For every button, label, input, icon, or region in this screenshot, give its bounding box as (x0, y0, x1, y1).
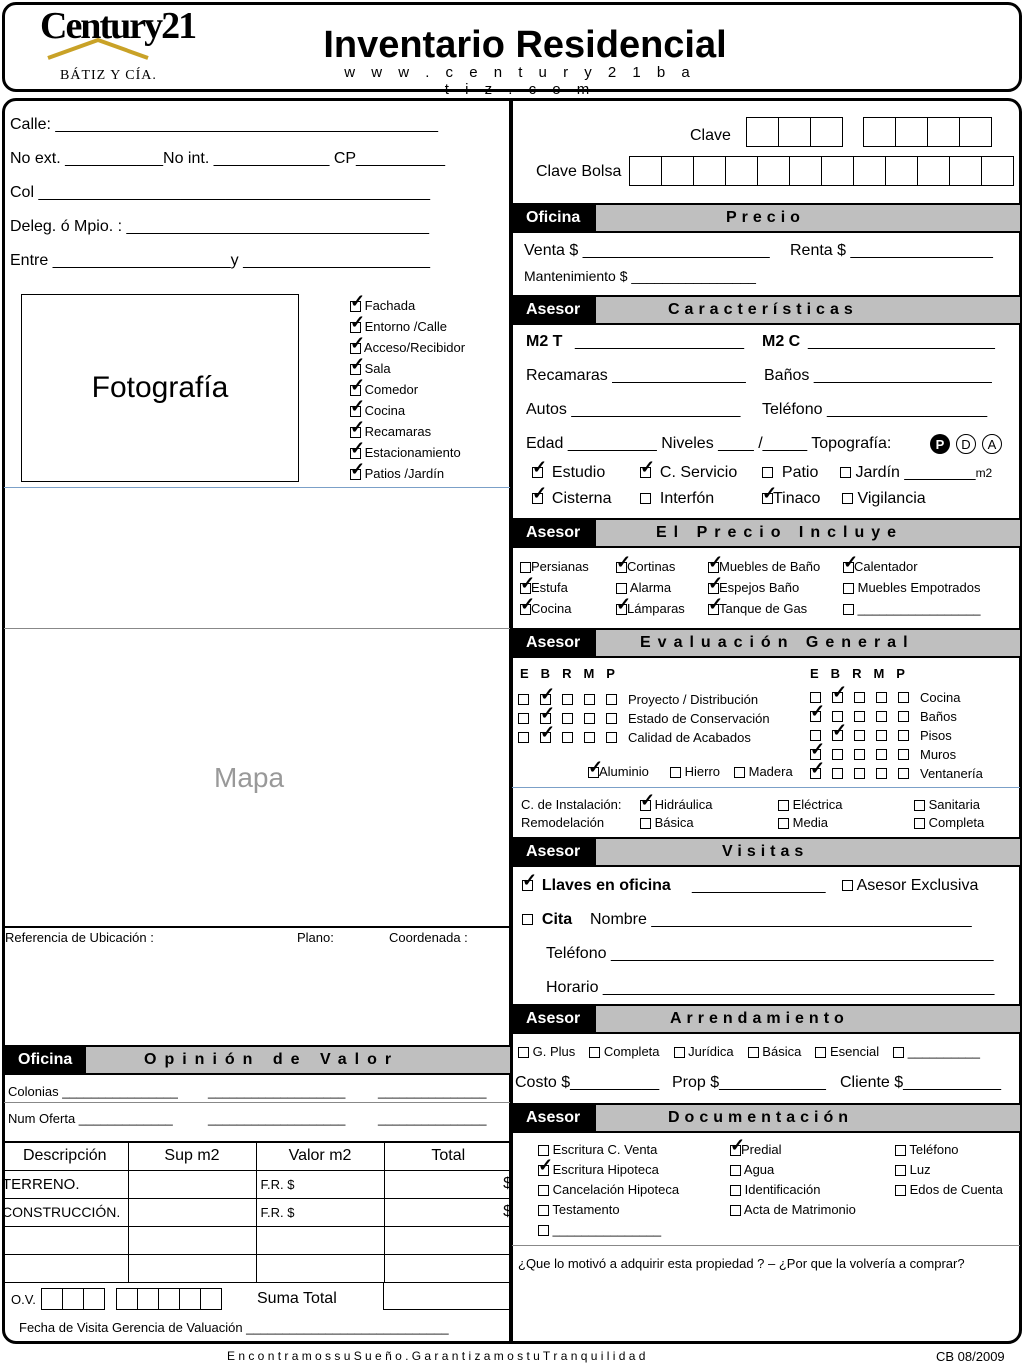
number-cp-field[interactable]: No ext. ___________No int. _____________ CP__________ (10, 150, 446, 167)
eval-scale-left: E B R M P (520, 666, 615, 681)
arrend-option[interactable]: Esencial (815, 1044, 879, 1059)
topo-option-p[interactable]: P (930, 434, 950, 454)
plano-label: Plano: (297, 930, 334, 945)
venta-field[interactable]: Venta $ _____________________ (524, 242, 770, 259)
evaluacion-header (512, 628, 1020, 658)
renta-field[interactable]: Renta $ ________________ (790, 242, 993, 259)
doc-item[interactable]: ✓ Escritura Hipoteca (538, 1155, 659, 1177)
eval-scale-right: E B R M P (810, 666, 905, 681)
total-cell[interactable]: $ (503, 1203, 512, 1220)
divider (512, 787, 1020, 788)
asesor-exclusiva-check[interactable]: Asesor Exclusiva (842, 877, 978, 895)
eval-row[interactable]: ✓ Calidad de Acabados (518, 728, 770, 747)
col-descripcion: Descripción (2, 1142, 128, 1170)
hierro-check[interactable]: Hierro (670, 764, 720, 779)
llaves-field[interactable]: _______________ (692, 877, 826, 894)
arrend-option[interactable]: G. Plus (518, 1044, 575, 1059)
incluye-item[interactable]: Muebles Empotrados (843, 580, 981, 601)
remod-check[interactable]: Básica (640, 815, 694, 830)
eval-row[interactable]: ✓ Pisos (810, 726, 983, 745)
col-total: Total (431, 1147, 466, 1165)
suma-total-line[interactable] (383, 1309, 510, 1310)
visitas-header (512, 837, 1020, 867)
topografia-options (930, 434, 1002, 454)
eval-tag: Asesor (512, 630, 596, 656)
doc-item[interactable]: Luz (895, 1162, 1003, 1182)
opinion-title: Opinión de Valor (144, 1051, 400, 1068)
map-label: Mapa (214, 762, 285, 793)
suma-total-label: Suma Total (257, 1290, 337, 1307)
ov-label: O.V. (11, 1292, 36, 1307)
arrend-option[interactable]: Jurídica (674, 1044, 734, 1059)
row-construccion: CONSTRUCCIÓN. (2, 1198, 128, 1226)
jardin-check[interactable]: Jardín ________m2 (840, 464, 992, 482)
divider (4, 1102, 510, 1103)
incluye-item[interactable]: Alarma (616, 580, 685, 601)
instalacion-label: C. de Instalación: (521, 797, 622, 812)
caracteristicas-header (512, 295, 1020, 325)
divider (4, 628, 510, 629)
doc-item[interactable]: Edos de Cuenta (895, 1182, 1003, 1202)
clave-label: Clave (690, 127, 731, 144)
cita-telefono-field[interactable]: Teléfono ___________________________________________ (546, 945, 994, 962)
prop-field[interactable]: Prop $____________ (672, 1074, 826, 1091)
doc-item[interactable]: Teléfono (895, 1142, 1003, 1162)
carac-tag: Asesor (512, 297, 596, 323)
eval-row[interactable]: ✓ Ventanería (810, 758, 983, 781)
row-terreno: TERRENO. (2, 1170, 128, 1198)
clave-cells-2[interactable] (864, 117, 992, 147)
m2t-field[interactable]: ___________________ (575, 333, 745, 350)
incluye-item[interactable]: ✓ Cortinas (616, 552, 676, 574)
doc-item[interactable]: _______________ (538, 1222, 679, 1242)
eval-row[interactable]: ✓ Estado de Conservación (518, 709, 770, 728)
photo-checklist (350, 291, 466, 487)
madera-check[interactable]: Madera (734, 764, 793, 779)
coord-label: Coordenada : (389, 930, 468, 945)
logo-sub-text: BÁTIZ Y CÍA. (60, 68, 157, 83)
cita-check[interactable]: Cita (522, 911, 572, 929)
doc-item[interactable]: ✓ Predial (730, 1135, 782, 1157)
eval-right-rows (810, 682, 983, 783)
incluye-item[interactable]: ✓ Lámparas (616, 594, 685, 616)
photo-placeholder (21, 294, 299, 482)
precio-title: Precio (726, 209, 805, 226)
inst-check[interactable]: ✓ Hidráulica (640, 790, 713, 812)
visitas-tag: Asesor (512, 839, 596, 865)
eval-row[interactable]: ✓ Proyecto / Distribución (518, 690, 770, 709)
precio-tag: Oficina (512, 205, 596, 231)
footer-slogan: E n c o n t r a m o s s u S u e ñ o . G a r a n t i z a m o s t u T r a n q u i l i d a d (227, 1349, 646, 1363)
incluye-item[interactable]: ✓ Espejos Baño (708, 573, 800, 595)
incluye-item[interactable]: ✓ Tanque de Gas (708, 594, 808, 616)
doc-item[interactable]: Escritura C. Venta (538, 1142, 679, 1162)
num-oferta-field[interactable]: Num Oferta _____________ (8, 1111, 173, 1126)
arrend-title: Arrendamiento (670, 1010, 849, 1027)
doc-item[interactable]: Testamento (538, 1202, 679, 1222)
interfon-check[interactable]: Interfón (640, 490, 714, 508)
costo-field[interactable]: Costo $__________ (515, 1074, 660, 1091)
incluye-item[interactable]: ✓ Muebles de Baño (708, 552, 821, 574)
divider (512, 1245, 1020, 1246)
eval-left-rows (518, 684, 770, 747)
cliente-field[interactable]: Cliente $___________ (840, 1074, 1002, 1091)
arrend-tag: Asesor (512, 1006, 596, 1032)
m2c-label: M2 C (762, 333, 801, 350)
incluye-title: El Precio Incluye (656, 524, 904, 541)
opinion-tag: Oficina (4, 1047, 86, 1073)
form-code: CB 08/2009 (936, 1349, 1005, 1364)
col-valor: Valor m2 (256, 1142, 384, 1170)
calle-field[interactable]: Calle: ___________________________________________ (10, 116, 438, 133)
inst-check[interactable]: Eléctrica (778, 797, 842, 812)
m2c-field[interactable]: _____________________ (808, 333, 995, 350)
col-sup: Sup m2 (128, 1142, 256, 1170)
vigilancia-check[interactable]: Vigilancia (842, 490, 926, 508)
ov-cells-2[interactable] (117, 1288, 222, 1310)
arrend-option[interactable]: Básica (748, 1044, 802, 1059)
topo-option-d[interactable]: D (956, 434, 976, 454)
aluminio-check[interactable]: ✓ Aluminio (588, 757, 649, 779)
incluye-item[interactable]: ✓ Estufa (520, 573, 568, 595)
autos-field[interactable]: Autos ___________________ (526, 401, 741, 418)
eval-row[interactable]: ✓ Cocina (810, 688, 983, 707)
arrend-options (518, 1044, 980, 1059)
mantenimiento-field[interactable]: Mantenimiento $ ________________ (524, 268, 756, 284)
edad-niveles-field[interactable]: Edad __________ Niveles ____ /_____ Topografía: (526, 435, 892, 452)
m2t-label: M2 T (526, 333, 563, 350)
documentacion-header (512, 1103, 1020, 1133)
incluye-item[interactable]: Persianas (520, 559, 589, 580)
table-row (2, 1170, 512, 1198)
opinion-header (4, 1045, 510, 1075)
divider (4, 926, 510, 928)
topo-option-a[interactable]: A (982, 434, 1002, 454)
clave-cells-1[interactable] (747, 117, 843, 147)
colonias-field-3[interactable]: _______________ (378, 1084, 487, 1099)
sup-cell[interactable] (128, 1170, 256, 1198)
tinaco-check[interactable]: ✓ Tinaco (762, 483, 821, 507)
doc-item[interactable]: Acta de Matrimonio (730, 1202, 856, 1222)
arrendamiento-header (512, 1004, 1020, 1034)
table-row (2, 1226, 512, 1254)
visitas-title: Visitas (722, 843, 809, 860)
remod-check[interactable]: Completa (914, 815, 984, 830)
photo-check-item[interactable]: ✓ Sala (350, 354, 391, 376)
fr-cell[interactable]: F.R. $ (256, 1170, 384, 1198)
photo-check-item[interactable]: ✓ Entorno /Calle (350, 312, 448, 334)
page-title: Inventario Residencial (323, 24, 727, 66)
patio-check[interactable]: Patio (762, 464, 818, 482)
telefono-field[interactable]: Teléfono __________________ (762, 401, 988, 418)
oferta-field-2[interactable]: ___________________ (208, 1111, 346, 1126)
clave-bolsa-cells[interactable] (630, 156, 1014, 186)
fr-cell[interactable]: F.R. $ (256, 1198, 384, 1226)
banos-field[interactable]: Baños ____________________ (764, 367, 992, 384)
photo-label: Fotografía (91, 371, 229, 404)
photo-check-item[interactable]: ✓ Estacionamiento (350, 438, 461, 460)
incluye-tag: Asesor (512, 520, 596, 546)
photo-check-item[interactable]: ✓ Cocina (350, 396, 406, 418)
colonia-field[interactable]: Col ____________________________________________ (10, 184, 430, 201)
eval-title: Evaluación General (640, 634, 915, 651)
estudio-check[interactable]: ✓ Estudio (532, 457, 606, 481)
doc-item[interactable]: Agua (730, 1162, 856, 1182)
photo-check-item[interactable]: ✓ Comedor (350, 375, 419, 397)
photo-check-item[interactable]: ✓ Patios /Jardín (350, 459, 445, 481)
remodelacion-label: Remodelación (521, 815, 605, 830)
logo-main-text: Century21 (40, 5, 196, 47)
incluye-col-2 (616, 552, 685, 622)
servicio-check[interactable]: ✓ C. Servicio (640, 457, 738, 481)
recamaras-field[interactable]: Recamaras _______________ (526, 367, 746, 384)
clave-bolsa-label: Clave Bolsa (536, 163, 622, 180)
motivo-question: ¿Que lo motivó a adquirir esta propiedad ? – ¿Por que la volvería a comprar? (518, 1256, 965, 1271)
cisterna-check[interactable]: ✓ Cisterna (532, 483, 612, 507)
photo-check-item[interactable]: ✓ Recamaras (350, 417, 432, 439)
eval-row[interactable]: ✓ Baños (810, 701, 957, 724)
divider (4, 487, 510, 488)
ref-label: Referencia de Ubicación : (5, 930, 154, 945)
sup-cell[interactable] (128, 1198, 256, 1226)
valuation-table (2, 1141, 512, 1283)
ov-cells-1[interactable] (42, 1288, 105, 1310)
total-cell[interactable]: $ (503, 1175, 512, 1192)
entre-field[interactable]: Entre ____________________y _____________________ (10, 252, 430, 269)
table-row (2, 1254, 512, 1282)
website-url: w w w . c e n t u r y 2 1 b a t i z . c o m (344, 64, 696, 98)
arrend-option[interactable]: __________ (893, 1044, 980, 1059)
incluye-col-1 (520, 559, 589, 622)
llaves-check[interactable]: ✓ Llaves en oficina (522, 870, 671, 894)
incluye-item[interactable]: ✓ Cocina (520, 594, 572, 616)
docs-col-2 (730, 1135, 856, 1222)
nombre-field[interactable]: Nombre ____________________________________ (590, 911, 972, 928)
docs-tag: Asesor (512, 1105, 596, 1131)
remod-check[interactable]: Media (778, 815, 828, 830)
incluye-header (512, 518, 1020, 548)
photo-check-item[interactable]: ✓ Fachada (350, 291, 416, 313)
colonias-field[interactable]: Colonias ________________ (8, 1084, 178, 1099)
docs-col-3 (895, 1142, 1003, 1202)
divider (383, 1282, 384, 1310)
photo-check-item[interactable]: ✓ Acceso/Recibidor (350, 333, 466, 355)
inst-check[interactable]: Sanitaria (914, 797, 980, 812)
oferta-field-3[interactable]: _______________ (378, 1111, 487, 1126)
delegacion-field[interactable]: Deleg. ó Mpio. : __________________________________ (10, 218, 430, 235)
fecha-visita-field[interactable]: Fecha de Visita Gerencia de Valuación ____________________________ (19, 1320, 449, 1335)
horario-field[interactable]: Horario ____________________________________________ (546, 979, 995, 996)
docs-title: Documentación (668, 1109, 854, 1126)
docs-col-1 (538, 1142, 679, 1242)
precio-header (512, 203, 1020, 233)
colonias-field-2[interactable]: ___________________ (208, 1084, 346, 1099)
carac-title: Características (668, 301, 858, 318)
incluye-col-3 (708, 552, 821, 622)
eval-row[interactable]: ✓ Muros (810, 739, 957, 762)
incluye-item[interactable]: _________________ (843, 601, 981, 622)
doc-item[interactable]: Cancelación Hipoteca (538, 1182, 679, 1202)
doc-item[interactable]: Identificación (730, 1182, 856, 1202)
table-row (2, 1198, 512, 1226)
arrend-option[interactable]: Completa (589, 1044, 659, 1059)
incluye-item[interactable]: ✓ Calentador (843, 552, 918, 574)
incluye-col-4 (843, 552, 981, 622)
